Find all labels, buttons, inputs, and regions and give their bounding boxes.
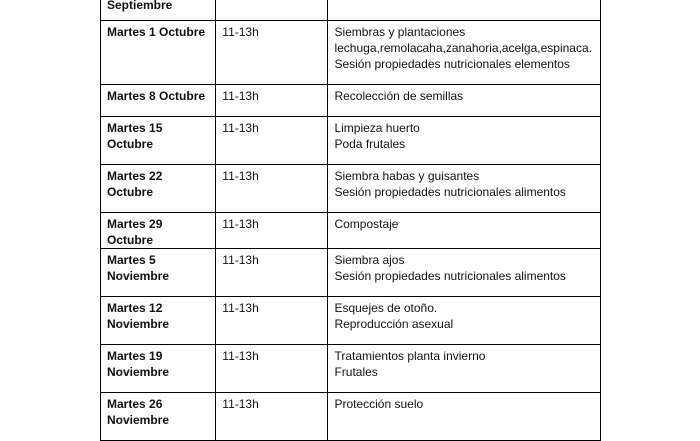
date-label: Martes 1 Octubre [107, 25, 206, 39]
date-cell [101, 393, 216, 441]
date-label: Martes 12 Noviembre [107, 301, 170, 331]
date-cell [101, 345, 216, 393]
time-label: 11-13h [222, 25, 259, 39]
time-cell [216, 345, 328, 393]
time-label: 11-13h [222, 301, 259, 315]
date-cell [101, 117, 216, 165]
activity-cell [328, 393, 601, 441]
activity-cell [328, 213, 601, 249]
date-cell [101, 213, 216, 249]
table-row [101, 0, 601, 21]
activity-line: Siembras y plantaciones [334, 25, 466, 39]
time-label: 11-13h [222, 121, 259, 135]
table-row [101, 213, 601, 249]
activity-cell [328, 165, 601, 213]
time-cell [216, 249, 328, 297]
activity-line: Reproducción asexual [334, 317, 454, 331]
activity-line: Sesión propiedades nutricionales alimentos [334, 269, 566, 283]
time-label: 11-13h [222, 349, 259, 363]
activity-line: Siembra ajos [334, 253, 405, 267]
time-cell [216, 0, 328, 21]
activity-cell [328, 345, 601, 393]
schedule-table [100, 0, 601, 441]
time-cell [216, 85, 328, 117]
activity-line: Frutales [334, 365, 378, 379]
time-label: 11-13h [222, 217, 259, 231]
date-label: Martes 26 Noviembre [107, 397, 170, 427]
time-cell [216, 117, 328, 165]
date-label: Martes 22 Octubre [107, 169, 163, 199]
activity-cell [328, 249, 601, 297]
time-label: 11-13h [222, 89, 259, 103]
activity-cell [328, 117, 601, 165]
activity-cell [328, 0, 601, 21]
date-cell [101, 21, 216, 85]
date-label: Martes 15 Octubre [107, 121, 163, 151]
time-label: 11-13h [222, 253, 259, 267]
activity-line: Esquejes de otoño. [334, 301, 438, 315]
activity-cell [328, 21, 601, 85]
activity-line: Siembra habas y guisantes [334, 169, 480, 183]
table-row [101, 297, 601, 345]
activity-line: Protección suelo [334, 397, 424, 411]
activity-line: lechuga,remolacaha,zanahoria,acelga,espinaca. [334, 41, 592, 55]
time-label: 11-13h [222, 169, 259, 183]
date-label: Martes 5 Noviembre [107, 253, 170, 283]
activity-line: Poda frutales [334, 137, 406, 151]
table-row [101, 165, 601, 213]
date-label: Septiembre [107, 0, 173, 12]
table-row [101, 345, 601, 393]
date-label: Martes 8 Octubre [107, 89, 206, 103]
time-label: 11-13h [222, 397, 259, 411]
activity-cell [328, 297, 601, 345]
activity-line: Compostaje [334, 217, 399, 231]
activity-line: Recolección de semillas [334, 89, 464, 103]
table-row [101, 393, 601, 441]
activity-cell [328, 85, 601, 117]
activity-line: Sesión propiedades nutricionales alimentos [334, 185, 566, 199]
activity-line: Limpieza huerto [334, 121, 420, 135]
table-row [101, 21, 601, 85]
time-cell [216, 213, 328, 249]
date-cell [101, 297, 216, 345]
table-row [101, 85, 601, 117]
date-label: Martes 19 Noviembre [107, 349, 170, 379]
time-cell [216, 21, 328, 85]
time-cell [216, 165, 328, 213]
time-cell [216, 297, 328, 345]
date-label: Martes 29 Octubre [107, 217, 163, 247]
date-cell [101, 165, 216, 213]
table-row [101, 117, 601, 165]
activity-line: Tratamientos planta invierno [334, 349, 486, 363]
date-cell [101, 249, 216, 297]
activity-line: Sesión propiedades nutricionales elementos [334, 57, 570, 71]
table-row [101, 249, 601, 297]
time-cell [216, 393, 328, 441]
date-cell [101, 0, 216, 21]
date-cell [101, 85, 216, 117]
